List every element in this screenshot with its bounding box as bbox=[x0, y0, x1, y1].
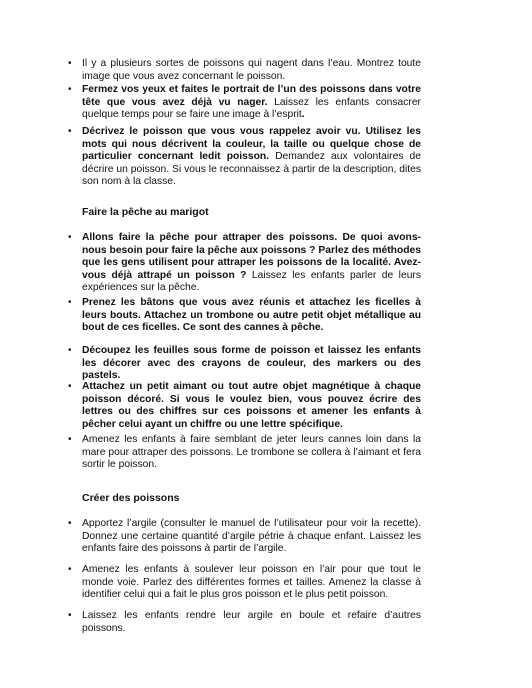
bullet-item bbox=[68, 518, 421, 556]
bold-text-segment: Prenez les bâtons que vous avez réunis et attachez les ficelles à leurs bouts. Attachez un trombone ou autre petit objet métallique au bout de ces ficelles. Ce sont des cannes à pêche. bbox=[82, 297, 421, 334]
bullet-item bbox=[68, 381, 421, 431]
text-segment: Il y a plusieurs sortes de poissons qui nagent dans l’eau. Montrez toute image que vous avez concernant le poisson. bbox=[82, 58, 421, 82]
bullet-icon: • bbox=[68, 564, 72, 575]
bullet-icon: • bbox=[68, 610, 72, 621]
bullet-icon: • bbox=[68, 381, 72, 392]
text-segment: Laissez les enfants rendre leur argile en boule et refaire d’autres poissons. bbox=[82, 610, 421, 634]
text-segment: Amenez les enfants à soulever leur poisson en l’air pour que tout le monde voie. Parlez des différentes formes et tailles. Amenez la classe à identifier celui qui a fait le plus gros poisson et le plus petit poisson. bbox=[82, 564, 421, 601]
bold-text-segment: . bbox=[301, 109, 305, 121]
bullet-item bbox=[68, 232, 421, 295]
bold-text-segment: Attachez un petit aimant ou tout autre objet magnétique à chaque poisson décoré. Si vous le voulez bien, vous pouvez écrire des lettres ou des chiffres sur ces poissons et amener les enfants à pêcher celui ayant un chiffre ou une lettre spécifique. bbox=[82, 381, 421, 430]
bold-text-segment: Décrivez le poisson que vous vous rappelez avoir vu. Utilisez les mots qui nous décrivent la couleur, la taille ou quelque chose de particulier concernant ledit poisson. bbox=[82, 126, 421, 163]
bullet-item bbox=[68, 58, 421, 83]
text-segment: Apportez l’argile (consulter le manuel de l’utilisateur pour voir la recette). Donnez une certaine quantité d’argile pétrie à chaque enfant. Laissez les enfants faire des poissons à partir de l’argile. bbox=[82, 518, 421, 555]
bullet-icon: • bbox=[68, 518, 72, 529]
bullet-icon: • bbox=[68, 297, 72, 308]
bullet-icon: • bbox=[68, 58, 72, 69]
bold-text-segment: Découpez les feuilles sous forme de poisson et laissez les enfants les décorer avec des crayons de couleur, des markers ou des pastels. bbox=[82, 345, 421, 382]
bullet-icon: • bbox=[68, 232, 72, 243]
section-heading: Faire la pêche au marigot bbox=[82, 206, 209, 218]
bullet-icon: • bbox=[68, 126, 72, 137]
bullet-item bbox=[68, 434, 421, 472]
bullet-icon: • bbox=[68, 434, 72, 445]
bullet-item bbox=[68, 126, 421, 189]
bullet-item bbox=[68, 297, 421, 335]
text-segment: Laissez les enfants parler de leurs expériences sur la pêche. bbox=[82, 269, 421, 294]
bullet-icon: • bbox=[68, 345, 72, 356]
bullet-item bbox=[68, 345, 421, 383]
text-segment: Amenez les enfants à faire semblant de jeter leurs cannes loin dans la mare pour attraper des poissons. Le trombone se collera à l’aimant et fera sortir le poisson. bbox=[82, 434, 421, 471]
text-segment: Demandez aux volontaires de décrire un poisson. Si vous le reconnaissez à partir de la description, dites son nom à la classe. bbox=[82, 151, 421, 188]
bullet-item bbox=[68, 610, 421, 635]
section-heading: Créer des poissons bbox=[82, 492, 180, 504]
bold-text-segment: Fermez vos yeux et faites le portrait de l’un des poissons dans votre tête que vous avez déjà vu nager. bbox=[82, 84, 421, 108]
bold-text-segment: Allons faire la pêche pour attraper des poissons. De quoi avons-nous besoin pour faire la pêche aux poissons ? Parlez des méthodes que les gens utilisent pour attraper les poissons de la localité. Avez-vous déjà attrapé un poisson ? bbox=[82, 232, 421, 281]
bullet-item bbox=[68, 564, 421, 602]
text-segment: Laissez les enfants consacrer quelque temps pour se faire une image à l’esprit bbox=[82, 96, 421, 121]
bullet-icon: • bbox=[68, 84, 72, 95]
bullet-item bbox=[68, 84, 421, 122]
